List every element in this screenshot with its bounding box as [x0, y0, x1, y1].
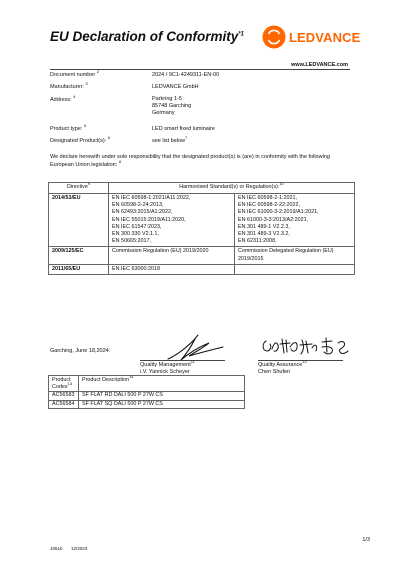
product-codes-header [49, 376, 79, 392]
footnote-marker: 6 [107, 135, 111, 141]
product-description-cell: SF FLAT SQ DALI 500 P 27W CS [79, 400, 245, 409]
table-row [49, 264, 355, 274]
quality-management-title [140, 359, 195, 369]
form-date: 12/2023 [71, 546, 88, 551]
page-number: 1/3 [362, 537, 370, 543]
standards-list-right [235, 194, 355, 247]
product-description-header [79, 373, 245, 392]
product-code-cell: AC56584 [49, 400, 79, 409]
ledvance-logo [262, 25, 360, 49]
table-row [49, 247, 355, 264]
footnote-marker: 14 [129, 373, 134, 379]
product-description-cell: SF FLAT RD DALI 500 P 27W CS [79, 391, 245, 400]
quality-assurance-title [258, 359, 307, 369]
product-type-label-text: Product type: [50, 126, 83, 132]
quality-management-title-text: Quality Management [140, 362, 191, 368]
footnote-marker: 8 [118, 158, 122, 164]
footnote-marker: 10 [279, 181, 284, 187]
address-line: Germany [152, 110, 175, 116]
address-label-text: Address: [50, 97, 72, 103]
product-description-header-text: Product Description [82, 376, 130, 383]
address-line: 85748 Garching [152, 103, 192, 109]
footnote-marker: 9 [87, 181, 91, 187]
regulation-line: 2019/2015 [238, 255, 264, 262]
document-title-text: EU Declaration of Conformity [50, 29, 239, 44]
designated-products-text: see list below [152, 138, 186, 144]
manufacturer-value: LEDVANCE GmbH [152, 84, 199, 90]
footnote-marker: 4 [73, 94, 76, 100]
designated-products-label-text: Designated Product(s): [50, 138, 107, 144]
product-code-cell: AC56583 [49, 391, 79, 400]
directive-cell: 2009/125/EC [49, 247, 109, 264]
ledvance-logo-icon [262, 25, 286, 49]
standard-item: EN IEC 55015:2019/A11:2020, [112, 216, 186, 223]
standard-item: EN IEC 60598-1:2021/A11:2022, [112, 195, 191, 201]
footnote-marker: 7 [185, 135, 188, 141]
product-type-label [50, 123, 87, 133]
standard-item: EN 62311:2008, [238, 238, 277, 245]
document-number-value: 2024 / 9C1-4249311-EN-00 [152, 72, 220, 78]
footnote-marker: 13 [67, 380, 73, 386]
standard-item: EN IEC 61547:2023, [112, 223, 162, 230]
form-code: 1051b [50, 546, 63, 551]
manufacturer-label [50, 81, 88, 91]
standard-item: EN 60598-2-24:2013, [112, 202, 164, 209]
standard-item: EN 300 330 V2.1.1, [112, 231, 160, 238]
directive-column-header [49, 183, 109, 194]
title-footnote-marker: *1 [238, 31, 244, 38]
footnote-marker: 5 [83, 123, 87, 129]
quality-management-signature-line [140, 360, 225, 361]
footnote-marker: 3 [85, 81, 88, 87]
conformity-statement [50, 154, 355, 169]
standards-table [48, 182, 355, 275]
footnote-marker: 12 [302, 359, 307, 365]
ledvance-logo-text: LEDVANCE [289, 29, 361, 45]
standard-item: EN IEC 61000-3-2:2019/A1:2021, [238, 209, 319, 216]
quality-assurance-title-text: Quality Assurance [258, 362, 303, 368]
quality-assurance-block [258, 359, 307, 376]
standards-header-text: Harmonised Standard(s) or Regulation(s): [179, 184, 280, 191]
products-table-header [49, 376, 245, 392]
standard-item: EN 301 489-3 V2.3.2, [238, 231, 290, 238]
standard-item: EN 61000-3-3:2013/A2:2021, [238, 216, 309, 223]
website-url[interactable]: www.LEDVANCE.com [291, 62, 348, 68]
standards-cell-left: EN IEC 63000:2018 [109, 264, 235, 274]
regulation-line: Commission Delegated Regulation (EU) [238, 248, 334, 255]
table-row [49, 194, 355, 247]
designated-products-value [152, 135, 188, 145]
regulation-cell-left: Commission Regulation (EU) 2019/2020 [109, 247, 235, 264]
quality-assurance-name: Chen Shufen [258, 369, 291, 376]
document-number-label-text: Document number [50, 72, 96, 78]
directive-header-text: Directive [66, 184, 88, 191]
directive-cell: 2014/53/EU [49, 194, 109, 247]
table-row [49, 391, 245, 400]
header-divider [50, 69, 350, 70]
directive-cell: 2011/65/EU [49, 264, 109, 274]
footnote-marker: 2 [96, 69, 100, 75]
quality-assurance-signature-line [258, 360, 343, 361]
standard-item: EN 50665:2017, [112, 238, 151, 245]
conformity-statement-text: We declare herewith under sole responsibility that the designated product(s) is (are) in conformity with the following European Union legislation: [50, 154, 330, 168]
address-value [152, 96, 191, 117]
address-label [50, 94, 76, 104]
footnote-marker: 11 [190, 359, 195, 365]
quality-management-name: i.V. Yannick Scheyer [140, 369, 190, 376]
regulation-cell-right [235, 247, 355, 264]
standards-list-left [109, 194, 235, 247]
designated-products-label [50, 135, 111, 145]
standard-item: EN 62493:2015/A1:2022, [112, 209, 173, 216]
standards-cell-right [235, 264, 355, 274]
standard-item: EN IEC 60598-2-22:2022, [238, 202, 301, 209]
document-title [50, 29, 244, 44]
standards-table-header [49, 183, 355, 194]
place-and-date: Garching, June 18,2024: [50, 348, 111, 354]
standards-column-header [109, 183, 355, 194]
quality-management-signature [165, 333, 227, 363]
quality-assurance-signature [260, 335, 350, 359]
document-number-label [50, 69, 100, 79]
product-codes-header-text: Product Codes [52, 376, 71, 390]
product-type-value: LED smart fixed luminaire [152, 126, 215, 132]
standard-item: EN IEC 60598-2-1:2021, [238, 195, 298, 201]
address-line: Parkring 1-5 [152, 96, 182, 102]
products-table [48, 375, 245, 409]
standard-item: EN 301 489-1 V2.2.3, [238, 223, 290, 230]
table-row [49, 400, 245, 409]
manufacturer-label-text: Manufacturer: [50, 84, 84, 90]
